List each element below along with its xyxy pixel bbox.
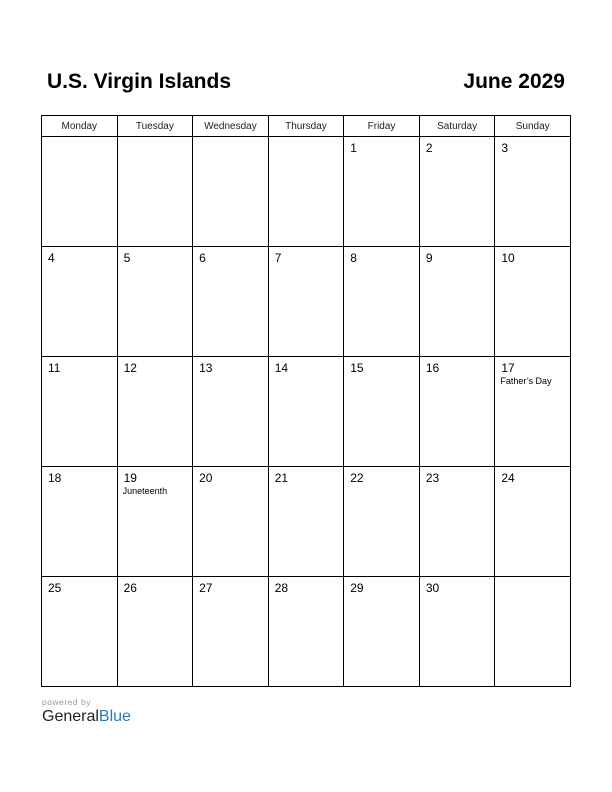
day-cell [419, 577, 495, 687]
day-cell [117, 467, 193, 577]
day-cell [42, 467, 118, 577]
brand-general: General [42, 708, 99, 725]
weekday-header: Monday [42, 116, 118, 137]
day-cell [495, 357, 571, 467]
day-cell [193, 467, 269, 577]
day-cell [268, 137, 344, 247]
day-cell [344, 357, 420, 467]
day-cell [42, 357, 118, 467]
day-number: 1 [350, 141, 357, 155]
day-cell [268, 247, 344, 357]
day-cell [117, 577, 193, 687]
week-row [42, 467, 571, 577]
day-number: 6 [199, 251, 206, 265]
day-number: 15 [350, 361, 364, 375]
day-cell [419, 247, 495, 357]
day-cell [42, 577, 118, 687]
day-cell [117, 357, 193, 467]
day-cell [344, 577, 420, 687]
day-number: 24 [501, 471, 515, 485]
day-number: 9 [425, 251, 433, 265]
day-number: 12 [123, 361, 137, 375]
weekday-header: Sunday [495, 116, 571, 137]
day-cell [42, 247, 118, 357]
day-number: 20 [199, 471, 213, 485]
day-cell [268, 577, 344, 687]
week-row [42, 137, 571, 247]
weekday-header: Saturday [419, 116, 495, 137]
day-number: 8 [350, 251, 357, 265]
weekday-header: Thursday [268, 116, 344, 137]
day-number: 30 [425, 581, 440, 595]
day-cell [193, 357, 269, 467]
day-cell [268, 357, 344, 467]
day-cell [495, 467, 571, 577]
day-number: 11 [48, 361, 61, 375]
weekday-header: Tuesday [117, 116, 193, 137]
day-number: 22 [350, 471, 364, 485]
calendar-grid [41, 115, 571, 687]
day-number: 14 [274, 361, 289, 375]
day-cell [344, 247, 420, 357]
weekday-header-row [42, 116, 571, 137]
day-number: 16 [425, 361, 440, 375]
day-number: 25 [48, 581, 62, 595]
day-number: 27 [199, 581, 213, 595]
holiday-label: Father’s Day [500, 376, 552, 386]
day-cell [42, 137, 118, 247]
day-number: 4 [48, 251, 55, 265]
day-cell [117, 137, 193, 247]
day-number: 18 [48, 471, 62, 485]
day-number: 13 [199, 361, 213, 375]
day-cell [419, 467, 495, 577]
day-cell [268, 467, 344, 577]
day-number: 28 [274, 581, 289, 595]
holiday-label: Juneteenth [122, 486, 168, 496]
day-cell [193, 137, 269, 247]
day-number: 10 [501, 251, 515, 265]
day-number: 23 [425, 471, 440, 485]
calendar-header [47, 70, 565, 100]
day-cell [495, 137, 571, 247]
day-number: 7 [274, 251, 282, 265]
day-number: 21 [274, 471, 289, 485]
day-number: 29 [350, 581, 364, 595]
day-number: 17 [501, 361, 515, 375]
day-cell [495, 577, 571, 687]
day-cell [193, 247, 269, 357]
day-cell [344, 467, 420, 577]
brand-logo[interactable] [42, 708, 131, 726]
day-cell [193, 577, 269, 687]
day-number: 19 [123, 471, 137, 485]
month-title: June 2029 [463, 70, 565, 93]
region-title: U.S. Virgin Islands [47, 70, 231, 93]
week-row [42, 357, 571, 467]
day-cell [495, 247, 571, 357]
day-number: 3 [501, 141, 509, 155]
day-cell [117, 247, 193, 357]
weekday-header: Wednesday [193, 116, 269, 137]
brand-blue: Blue [98, 708, 131, 725]
day-cell [419, 357, 495, 467]
weekday-header: Friday [344, 116, 420, 137]
day-number: 2 [425, 141, 433, 155]
day-cell [344, 137, 420, 247]
day-number: 5 [123, 251, 131, 265]
day-number: 26 [123, 581, 137, 595]
week-row [42, 247, 571, 357]
powered-by-text: powered by [42, 697, 91, 707]
day-cell [419, 137, 495, 247]
week-row [42, 577, 571, 687]
footer-branding [42, 697, 131, 726]
